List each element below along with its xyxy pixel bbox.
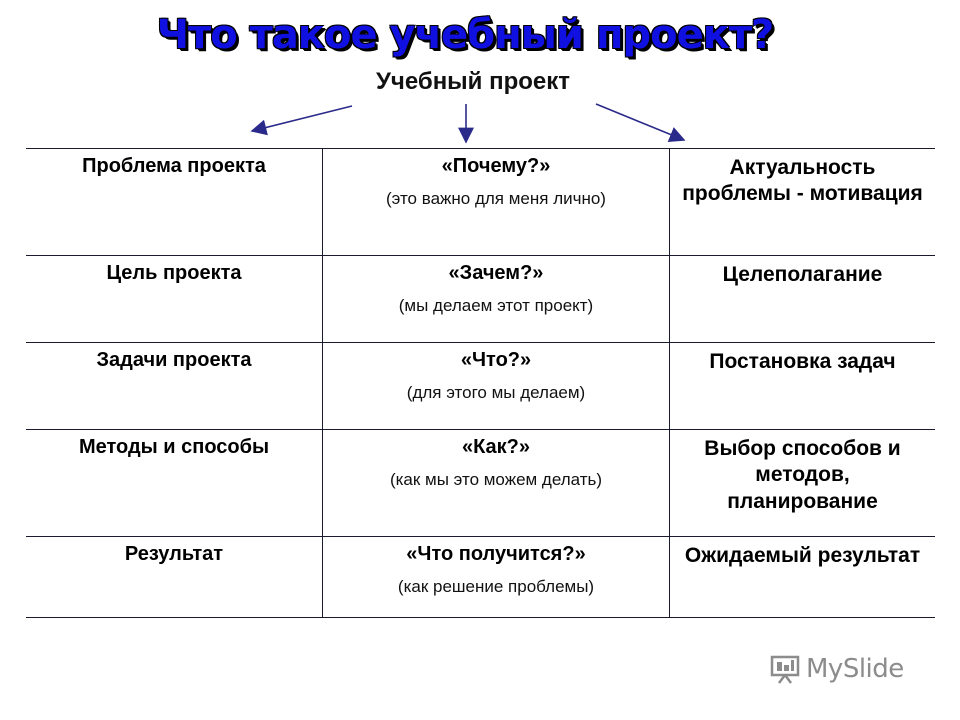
question-label: «Почему?»	[441, 155, 551, 177]
cell-result: Актуальность проблемы - мотивация	[670, 149, 936, 256]
cell-question	[323, 343, 670, 430]
project-table	[26, 148, 935, 618]
cell-stage: Результат	[26, 537, 323, 618]
table-row	[26, 149, 935, 256]
question-label: «Как?»	[461, 436, 531, 458]
arrows-diagram	[0, 0, 960, 160]
question-label: «Зачем?»	[448, 262, 544, 284]
cell-question	[323, 537, 670, 618]
question-note: (как мы это можем делать)	[389, 470, 603, 489]
cell-question	[323, 430, 670, 537]
cell-stage: Проблема проекта	[26, 149, 323, 256]
table-row	[26, 343, 935, 430]
cell-question	[323, 149, 670, 256]
question-note: (как решение проблемы)	[397, 577, 595, 596]
watermark-text: MySlide	[806, 654, 904, 684]
cell-result: Целеполагание	[670, 256, 936, 343]
table-row	[26, 430, 935, 537]
question-label: «Что получится?»	[406, 543, 586, 565]
arrow-left	[252, 106, 352, 131]
cell-result: Ожидаемый результат	[670, 537, 936, 618]
question-note: (мы делаем этот проект)	[398, 296, 594, 315]
cell-stage: Методы и способы	[26, 430, 323, 537]
cell-question	[323, 256, 670, 343]
table-row	[26, 537, 935, 618]
cell-result: Выбор способов и методов, планирование	[670, 430, 936, 537]
cell-result: Постановка задач	[670, 343, 936, 430]
watermark	[768, 654, 904, 684]
page-title: Что такое учебный проект?	[156, 12, 774, 58]
arrow-right	[596, 104, 684, 140]
question-note: (это важно для меня лично)	[386, 189, 606, 208]
question-label: «Что?»	[460, 349, 532, 371]
cell-stage: Задачи проекта	[26, 343, 323, 430]
table-row	[26, 256, 935, 343]
subtitle: Учебный проект	[375, 68, 571, 95]
question-note: (для этого мы делаем)	[406, 383, 586, 402]
presentation-icon	[768, 654, 802, 684]
cell-stage: Цель проекта	[26, 256, 323, 343]
